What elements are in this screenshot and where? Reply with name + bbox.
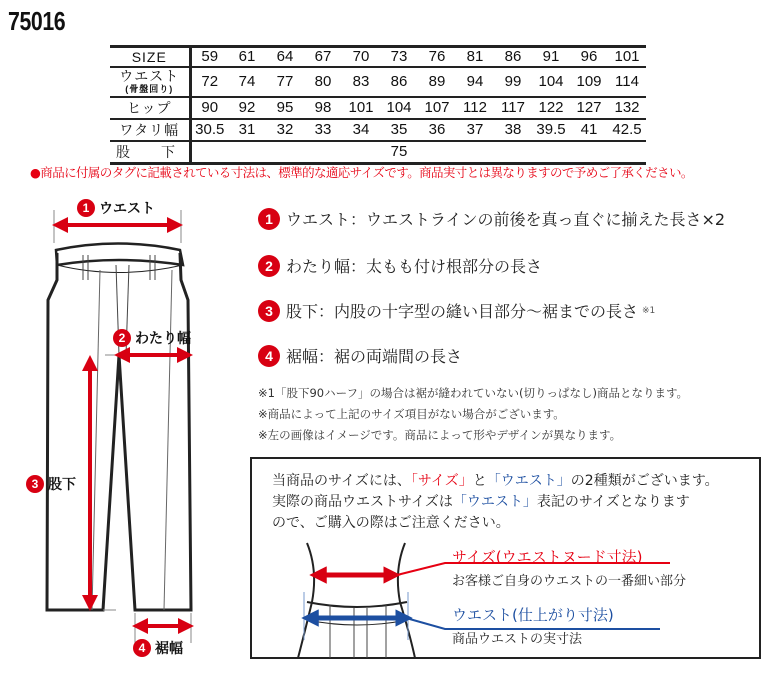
inseam-row xyxy=(110,141,646,164)
hip-row xyxy=(110,97,646,119)
legend-text: わたり幅：太もも付け根部分の長さ xyxy=(286,257,543,276)
notice-text: ●商品に付属のタグに記載されている寸法は、標準的な適応サイズです。商品実寸とは異なりますので予めご了承ください。 xyxy=(30,165,693,180)
waist-finished-description: 商品ウエストの実寸法 xyxy=(452,632,583,647)
cell: 104 xyxy=(538,73,564,90)
cell: 94 xyxy=(466,73,484,90)
legend-item-hem xyxy=(258,344,462,367)
pants-diagram-icon xyxy=(20,195,240,665)
cell: 101 xyxy=(614,48,640,66)
row-header: 股 下 xyxy=(110,141,190,164)
cell: 67 xyxy=(314,48,332,66)
pants-label-thigh xyxy=(113,328,191,348)
cell: 86 xyxy=(390,73,408,90)
cell: 122 xyxy=(538,99,564,116)
size-nude-description: お客様ご自身のウエストの一番細い部分 xyxy=(452,574,687,589)
number-badge-icon: 4 xyxy=(258,345,280,367)
text: 実際の商品ウエストサイズは xyxy=(272,494,453,510)
product-code: 75016 xyxy=(8,6,66,36)
text: 表記のサイズとなります xyxy=(536,494,690,510)
size-box-line-3: ので、ご購入の際はご注意ください。 xyxy=(272,515,510,531)
cell: 38 xyxy=(504,121,522,138)
cell: 132 xyxy=(614,99,640,116)
cell: 99 xyxy=(504,73,522,90)
number-badge-icon: 2 xyxy=(113,329,131,347)
waist-highlight: 「ウエスト」 xyxy=(452,494,537,510)
size-row xyxy=(110,47,646,67)
row-header: SIZE xyxy=(110,47,190,67)
text: 当商品のサイズには、 xyxy=(272,473,411,489)
cell: 80 xyxy=(314,73,332,90)
number-badge-icon: 4 xyxy=(133,639,151,657)
pants-label-inseam xyxy=(26,474,76,494)
waist-sublabel: (骨盤回り) xyxy=(125,84,174,94)
waist-highlight: 「ウエスト」 xyxy=(486,473,571,489)
label-text: 裾幅 xyxy=(155,641,183,657)
legend-text: 股下：内股の十字型の縫い目部分〜裾までの長さ xyxy=(286,302,639,321)
cell: 114 xyxy=(615,73,639,90)
cell: 91 xyxy=(542,48,560,66)
waist-label: ウエスト xyxy=(119,68,180,84)
cell: 72 xyxy=(201,73,219,90)
cell: 39.5 xyxy=(536,121,566,138)
cell: 104 xyxy=(386,99,412,116)
cell: 96 xyxy=(580,48,598,66)
cell: 127 xyxy=(576,99,602,116)
cell: 77 xyxy=(276,73,294,90)
cell: 117 xyxy=(501,99,525,116)
cell: 89 xyxy=(428,73,446,90)
cell: 109 xyxy=(576,73,602,90)
legend-item-inseam xyxy=(258,299,655,322)
cell: 90 xyxy=(201,99,219,116)
cell: 107 xyxy=(424,99,450,116)
cell xyxy=(190,141,380,164)
cell: 61 xyxy=(238,48,256,66)
text: の2種類がございます。 xyxy=(570,473,719,489)
cell: 64 xyxy=(276,48,294,66)
cell: 83 xyxy=(352,73,370,90)
footnote: ※商品によって上記のサイズ項目がない場合がございます。 xyxy=(258,407,565,421)
size-table xyxy=(110,45,646,165)
cell: 32 xyxy=(276,121,294,138)
cell: 112 xyxy=(463,99,487,116)
legend-note: ※1 xyxy=(642,305,656,316)
cell: 59 xyxy=(201,48,219,66)
cell: 86 xyxy=(504,48,522,66)
size-nude-title: サイズ(ウエストヌード寸法) xyxy=(452,548,643,566)
label-text: ウエスト xyxy=(99,201,155,217)
cell: 74 xyxy=(238,73,256,90)
cell: 34 xyxy=(352,121,370,138)
waist-row xyxy=(110,67,646,97)
footnote: ※左の画像はイメージです。商品によって形やデザインが異なります。 xyxy=(258,428,622,442)
cell: 30.5 xyxy=(195,121,225,138)
cell: 98 xyxy=(314,99,332,116)
legend-text: ウエスト：ウエストラインの前後を真っ直ぐに揃えた長さ×2 xyxy=(286,210,726,229)
cell: 35 xyxy=(390,121,408,138)
cell: 33 xyxy=(314,121,332,138)
legend-item-thigh xyxy=(258,254,542,277)
cell: 31 xyxy=(238,121,256,138)
number-badge-icon: 3 xyxy=(258,300,280,322)
cell xyxy=(418,141,646,164)
cell: 36 xyxy=(428,121,446,138)
number-badge-icon: 3 xyxy=(26,475,44,493)
label-text: わたり幅 xyxy=(135,331,191,347)
number-badge-icon: 1 xyxy=(258,208,280,230)
cell: 70 xyxy=(352,48,370,66)
size-highlight: 「サイズ」 xyxy=(410,473,473,489)
text: と xyxy=(472,473,487,489)
legend-item-waist xyxy=(258,207,725,230)
number-badge-icon: 1 xyxy=(77,199,95,217)
cell: 37 xyxy=(466,121,484,138)
cell: 75 xyxy=(390,143,408,160)
row-header: ヒップ xyxy=(110,97,190,119)
size-box-line-2 xyxy=(272,491,690,511)
cell: 73 xyxy=(390,48,408,66)
cell: 42.5 xyxy=(612,121,642,138)
cell: 76 xyxy=(428,48,446,66)
cell: 95 xyxy=(276,99,294,116)
cell: 81 xyxy=(466,48,484,66)
number-badge-icon: 2 xyxy=(258,255,280,277)
row-header xyxy=(110,67,190,97)
row-header: ワタリ幅 xyxy=(110,119,190,141)
waist-finished-title: ウエスト(仕上がり寸法) xyxy=(452,606,614,624)
size-box-line-1 xyxy=(272,470,719,490)
label-text: 股下 xyxy=(48,477,76,493)
legend-text: 裾幅：裾の両端間の長さ xyxy=(286,347,463,366)
cell: 92 xyxy=(238,99,256,116)
cell: 41 xyxy=(580,121,598,138)
thigh-row xyxy=(110,119,646,141)
pants-label-hem xyxy=(133,638,183,658)
pants-label-waist xyxy=(77,198,155,218)
footnote: ※1「股下90ハーフ」の場合は裾が縫われていない(切りっぱなし)商品となります。 xyxy=(258,386,689,400)
cell: 101 xyxy=(348,99,374,116)
